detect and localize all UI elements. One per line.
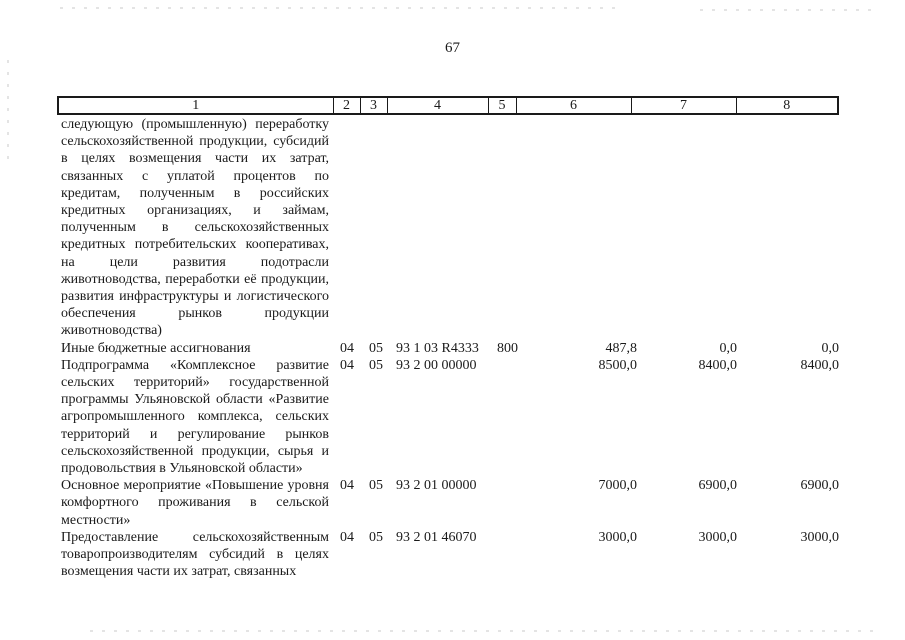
cell-subsection: 05 bbox=[369, 529, 383, 545]
table-row bbox=[57, 529, 837, 581]
column-header-8: 8 bbox=[736, 97, 838, 114]
table-row bbox=[57, 477, 837, 529]
column-header-3: 3 bbox=[360, 97, 387, 114]
cell-amount-1: 7000,0 bbox=[598, 478, 637, 494]
cell-section: 04 bbox=[340, 478, 354, 494]
cell-amount-3: 6900,0 bbox=[800, 478, 839, 494]
table-row bbox=[57, 340, 837, 357]
cell-amount-3: 3000,0 bbox=[800, 529, 839, 545]
cell-target-code: 93 2 01 00000 bbox=[396, 478, 477, 494]
row-description: Иные бюджетные ассигнования bbox=[61, 340, 251, 356]
cell-amount-1: 8500,0 bbox=[598, 357, 637, 373]
cell-subsection: 05 bbox=[369, 478, 383, 494]
cell-amount-2: 8400,0 bbox=[698, 357, 737, 373]
column-header-7: 7 bbox=[631, 97, 736, 114]
cell-amount-2: 0,0 bbox=[719, 340, 737, 356]
cell-section: 04 bbox=[340, 529, 354, 545]
cell-amount-2: 3000,0 bbox=[698, 529, 737, 545]
budget-table-body bbox=[57, 116, 837, 580]
cell-amount-2: 6900,0 bbox=[698, 478, 737, 494]
column-header-6: 6 bbox=[516, 97, 631, 114]
cell-subsection: 05 bbox=[369, 340, 383, 356]
cell-section: 04 bbox=[340, 357, 354, 373]
table-row bbox=[57, 116, 837, 340]
column-header-1: 1 bbox=[58, 97, 333, 114]
page-number: 67 bbox=[445, 40, 460, 56]
column-header-row bbox=[58, 97, 838, 114]
row-description: Основное мероприятие «Повышение уровня комфортного проживания в сельской местности» bbox=[61, 478, 329, 528]
cell-target-code: 93 2 01 46070 bbox=[396, 529, 477, 545]
column-header-4: 4 bbox=[387, 97, 488, 114]
row-description: следующую (промышленную) переработку сельскохозяйственной продукции, субсидий в целях возмещения части их затрат, связанных с уплатой процентов по кредитам, полученным в российских кредитных организациях, и займам, полученным в сельскохозяйственных кредитных потребительских кооперативах, на цели развития подотрасли животноводства, переработки её продукции, развития инфраструктуры и логистического обеспечения рынков продукции животноводства) bbox=[61, 117, 329, 339]
cell-amount-3: 0,0 bbox=[821, 340, 839, 356]
cell-amount-1: 487,8 bbox=[605, 340, 637, 356]
column-header-table bbox=[57, 96, 839, 115]
cell-expense-type: 800 bbox=[497, 340, 518, 356]
cell-section: 04 bbox=[340, 340, 354, 356]
row-description: Предоставление сельскохозяйственным товаропроизводителям субсидий в целях возмещения части их затрат, связанных bbox=[61, 529, 329, 580]
cell-amount-3: 8400,0 bbox=[800, 357, 839, 373]
row-description: Подпрограмма «Комплексное развитие сельских территорий» государственной программы Ульяновской области «Развитие агропромышленного комплекса, сельских территорий и регулирование рынков сельскохозяйственной продукции, сырья и продовольствия в Ульяновской области» bbox=[61, 357, 329, 477]
cell-target-code: 93 1 03 R4333 bbox=[396, 340, 479, 356]
table-row bbox=[57, 357, 837, 477]
column-header-2: 2 bbox=[333, 97, 360, 114]
column-header-5: 5 bbox=[488, 97, 516, 114]
cell-target-code: 93 2 00 00000 bbox=[396, 357, 477, 373]
cell-subsection: 05 bbox=[369, 357, 383, 373]
cell-amount-1: 3000,0 bbox=[598, 529, 637, 545]
